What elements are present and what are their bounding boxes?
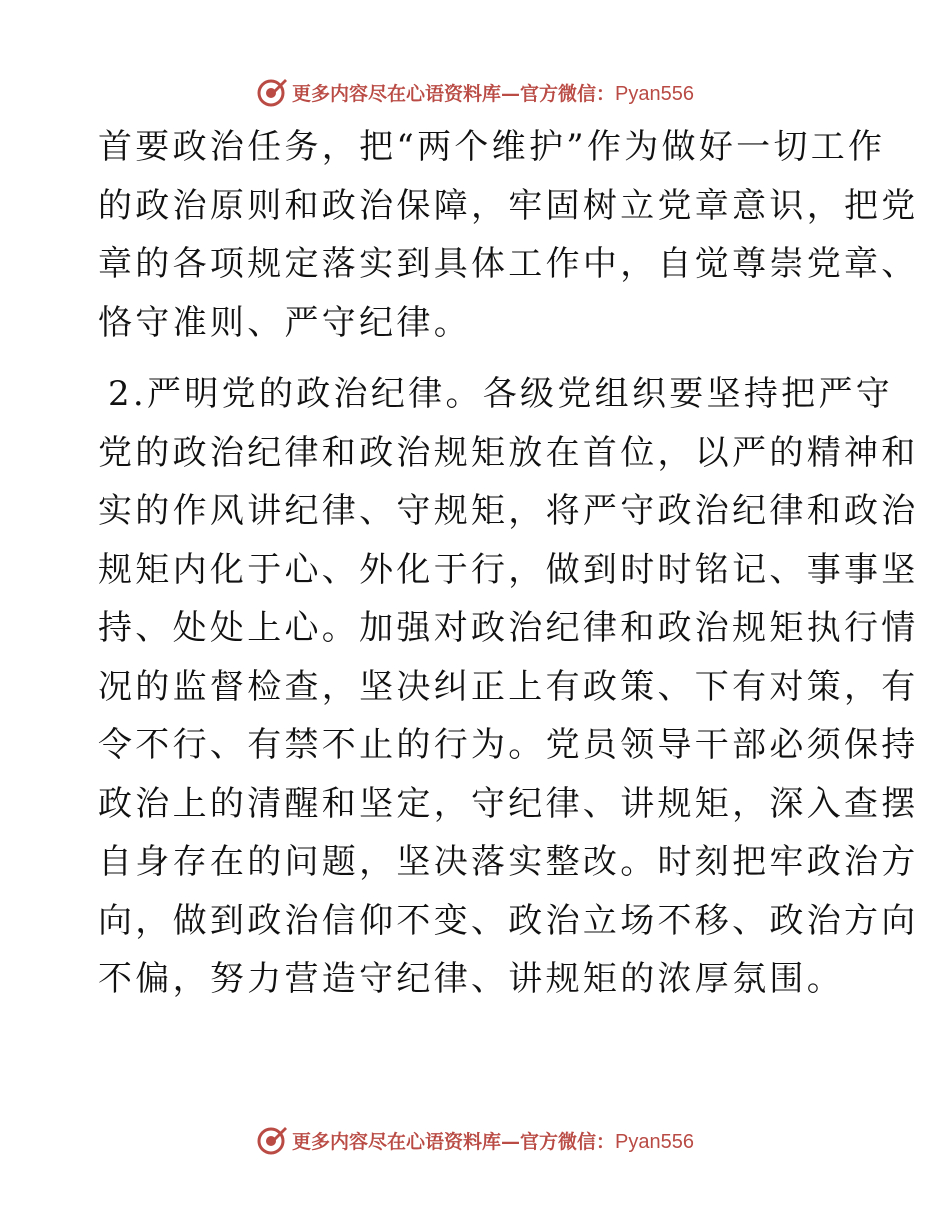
header-banner-text: 更多内容尽在心语资料库—官方微信：Pyan556 [292,82,694,105]
text-line: 向，做到政治信仰不变、政治立场不移、政治方向 [98,900,919,941]
paragraph-1 [98,118,919,352]
text-line: 恪守准则、严守纪律。 [98,302,471,343]
text-line: 党的政治纪律和政治规矩放在首位，以严的精神和 [98,432,919,473]
document-body [98,118,919,1009]
footer-banner [0,1120,950,1160]
text-line: 规矩内化于心、外化于行，做到时时铭记、事事坚 [98,549,919,590]
footer-banner-text: 更多内容尽在心语资料库—官方微信：Pyan556 [292,1130,694,1153]
text-line: 2.严明党的政治纪律。各级党组织要坚持把严守 [108,374,894,414]
seal-pen-logo-icon [256,1124,288,1156]
header-banner [0,72,950,112]
text-line: 政治上的清醒和坚定，守纪律、讲规矩，深入查摆 [98,783,919,824]
text-line: 况的监督检查，坚决纠正上有政策、下有对策，有 [98,666,919,707]
text-line: 持、处处上心。加强对政治纪律和政治规矩执行情 [98,608,919,648]
text-line: 实的作风讲纪律、守规矩，将严守政治纪律和政治 [98,491,919,531]
text-line: 的政治原则和政治保障，牢固树立党章意识，把党 [98,185,919,226]
text-line: 首要政治任务，把“两个维护”作为做好一切工作 [98,127,886,167]
text-line: 令不行、有禁不止的行为。党员领导干部必须保持 [98,725,919,765]
text-line: 章的各项规定落实到具体工作中，自觉尊崇党章、 [98,244,919,284]
text-line: 不偏，努力营造守纪律、讲规矩的浓厚氛围。 [98,959,844,999]
text-line: 自身存在的问题，坚决落实整改。时刻把牢政治方 [98,842,919,882]
paragraph-2 [98,365,919,1009]
seal-pen-logo-icon [256,76,288,108]
